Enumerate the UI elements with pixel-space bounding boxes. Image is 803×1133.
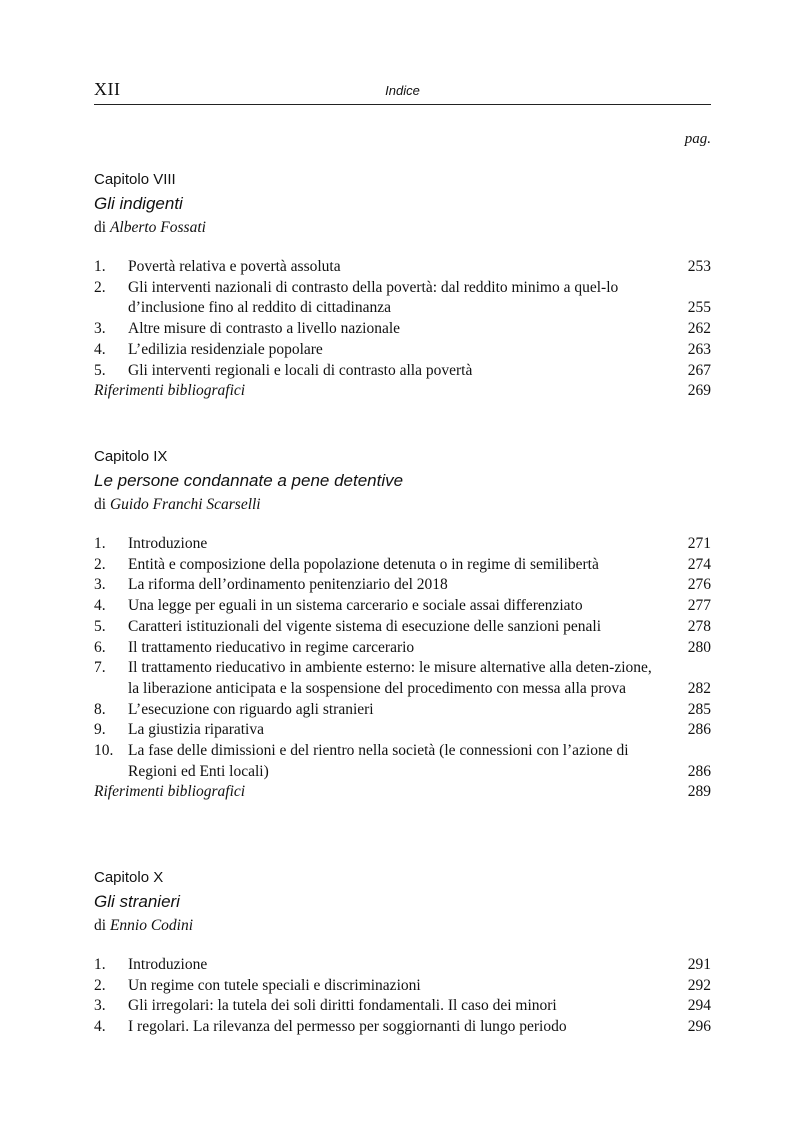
toc-entry (94, 340, 711, 361)
bibliography-label: Riferimenti bibliografici (94, 783, 246, 801)
entry-number: 1. (94, 258, 106, 275)
author-name: Alberto Fossati (109, 219, 206, 236)
toc-entry (94, 741, 711, 782)
entry-number: 4. (94, 1018, 106, 1036)
chapter-title: Gli indigenti (94, 194, 183, 213)
toc-entry (94, 658, 711, 699)
toc-entry (94, 361, 711, 382)
entry-title: Caratteri istituzionali del vigente sistema di esecuzione delle sanzioni penali (128, 617, 602, 635)
toc-entry (94, 955, 711, 976)
entry-page: 262 (687, 320, 711, 338)
toc-entry (94, 638, 711, 659)
chapter-x (94, 867, 711, 1038)
entry-page: 255 (687, 299, 711, 317)
entry-page: 278 (687, 617, 711, 635)
entry-number: 1. (94, 956, 106, 973)
entry-title: Entità e composizione della popolazione detenuta o in regime di semilibertà (128, 555, 599, 573)
toc-entry (94, 996, 711, 1017)
toc-entry (94, 575, 711, 596)
toc-entries (94, 257, 711, 402)
entry-title: La riforma dell’ordinamento penitenziario del 2018 (128, 576, 448, 594)
entry-page: 263 (687, 340, 711, 358)
entry-page: 274 (687, 555, 711, 573)
entry-page: 282 (687, 679, 711, 697)
chapter-label: Capitolo X (94, 869, 164, 886)
toc-entry-bibliography (94, 782, 711, 803)
toc-entry (94, 596, 711, 617)
toc-entries (94, 534, 711, 803)
toc-entry (94, 278, 711, 319)
entry-number: 2. (94, 976, 106, 994)
entry-title: L’esecuzione con riguardo agli stranieri (128, 700, 374, 718)
running-title: Indice (385, 83, 420, 98)
page-number: XII (94, 79, 121, 99)
entry-page: 291 (687, 956, 711, 973)
entry-number: 1. (94, 535, 106, 552)
entry-page: 253 (687, 258, 711, 275)
chapter-ix (94, 446, 711, 803)
entry-title: La giustizia riparativa (128, 721, 264, 739)
entry-number: 5. (94, 617, 106, 635)
toc-entry (94, 555, 711, 576)
entry-title: Gli interventi regionali e locali di contrasto alla povertà (128, 361, 473, 379)
chapter-author-line (94, 915, 711, 937)
entry-number: 4. (94, 597, 106, 615)
chapter-author-line (94, 217, 711, 239)
entry-number: 3. (94, 320, 106, 338)
author-prefix: di (94, 219, 107, 236)
chapter-title: Le persone condannate a pene detentive (94, 471, 404, 490)
toc-entry (94, 617, 711, 638)
bibliography-page: 269 (687, 382, 711, 400)
entry-number: 8. (94, 700, 106, 718)
author-prefix: di (94, 917, 107, 934)
entry-number: 3. (94, 576, 106, 594)
author-name: Guido Franchi Scarselli (109, 496, 261, 513)
toc-entry (94, 1017, 711, 1038)
entry-title: Introduzione (128, 535, 208, 552)
toc-entry (94, 257, 711, 278)
entry-title: Il trattamento rieducativo in ambiente esterno: le misure alternative alla deten-zione, la liberazione anticipata e la sospensione del procedimento con messa alla prova (128, 659, 652, 697)
entry-number: 9. (94, 721, 106, 739)
entry-page: 267 (687, 361, 711, 379)
entry-page: 286 (687, 762, 711, 780)
entry-number: 2. (94, 278, 106, 296)
entry-title: Altre misure di contrasto a livello nazionale (128, 320, 401, 338)
entry-page: 292 (687, 976, 711, 994)
entry-page: 276 (687, 576, 711, 594)
toc-entry (94, 534, 711, 555)
entry-title: L’edilizia residenziale popolare (128, 340, 323, 358)
entry-page: 280 (687, 638, 711, 656)
entry-number: 3. (94, 997, 106, 1015)
entry-number: 5. (94, 361, 106, 379)
entry-title: Il trattamento rieducativo in regime carcerario (128, 638, 415, 656)
entry-number: 6. (94, 638, 106, 656)
entry-number: 7. (94, 659, 106, 677)
toc-entry (94, 700, 711, 721)
entry-title: I regolari. La rilevanza del permesso per soggiornanti di lungo periodo (128, 1018, 567, 1036)
entry-number: 2. (94, 555, 106, 573)
toc-entry (94, 720, 711, 741)
toc-entry (94, 976, 711, 997)
toc-entries (94, 955, 711, 1038)
entry-title: La fase delle dimissioni e del rientro nella società (le connessioni con l’azione di Regioni ed Enti locali) (128, 742, 629, 780)
author-name: Ennio Codini (109, 917, 194, 934)
toc-entry (94, 319, 711, 340)
bibliography-page: 289 (687, 783, 711, 801)
chapter-author-line (94, 494, 711, 516)
entry-page: 271 (687, 535, 711, 552)
toc-entry-bibliography (94, 381, 711, 402)
entry-page: 277 (687, 597, 711, 615)
entry-title: Gli interventi nazionali di contrasto della povertà: dal reddito minimo a quel-lo d’inclusione fino al reddito di cittadinanza (128, 278, 619, 317)
pag-label: pag. (684, 131, 711, 147)
entry-title: Una legge per eguali in un sistema carcerario e sociale assai differenziato (128, 597, 583, 615)
entry-title: Un regime con tutele speciali e discriminazioni (128, 976, 421, 994)
author-prefix: di (94, 496, 107, 513)
entry-page: 294 (687, 997, 711, 1015)
entry-page: 296 (687, 1018, 711, 1036)
chapter-label: Capitolo IX (94, 448, 168, 465)
chapter-label: Capitolo VIII (94, 171, 176, 188)
entry-title: Introduzione (128, 956, 208, 973)
entry-title: Gli irregolari: la tutela dei soli diritti fondamentali. Il caso dei minori (128, 997, 557, 1015)
bibliography-label: Riferimenti bibliografici (94, 382, 246, 400)
entry-number: 4. (94, 340, 106, 358)
page-header (94, 79, 711, 105)
chapter-title: Gli stranieri (94, 892, 180, 911)
entry-page: 286 (687, 721, 711, 739)
chapter-viii (94, 169, 711, 402)
entry-title: Povertà relativa e povertà assoluta (128, 258, 341, 275)
entry-page: 285 (687, 700, 711, 718)
entry-number: 10. (94, 742, 114, 760)
